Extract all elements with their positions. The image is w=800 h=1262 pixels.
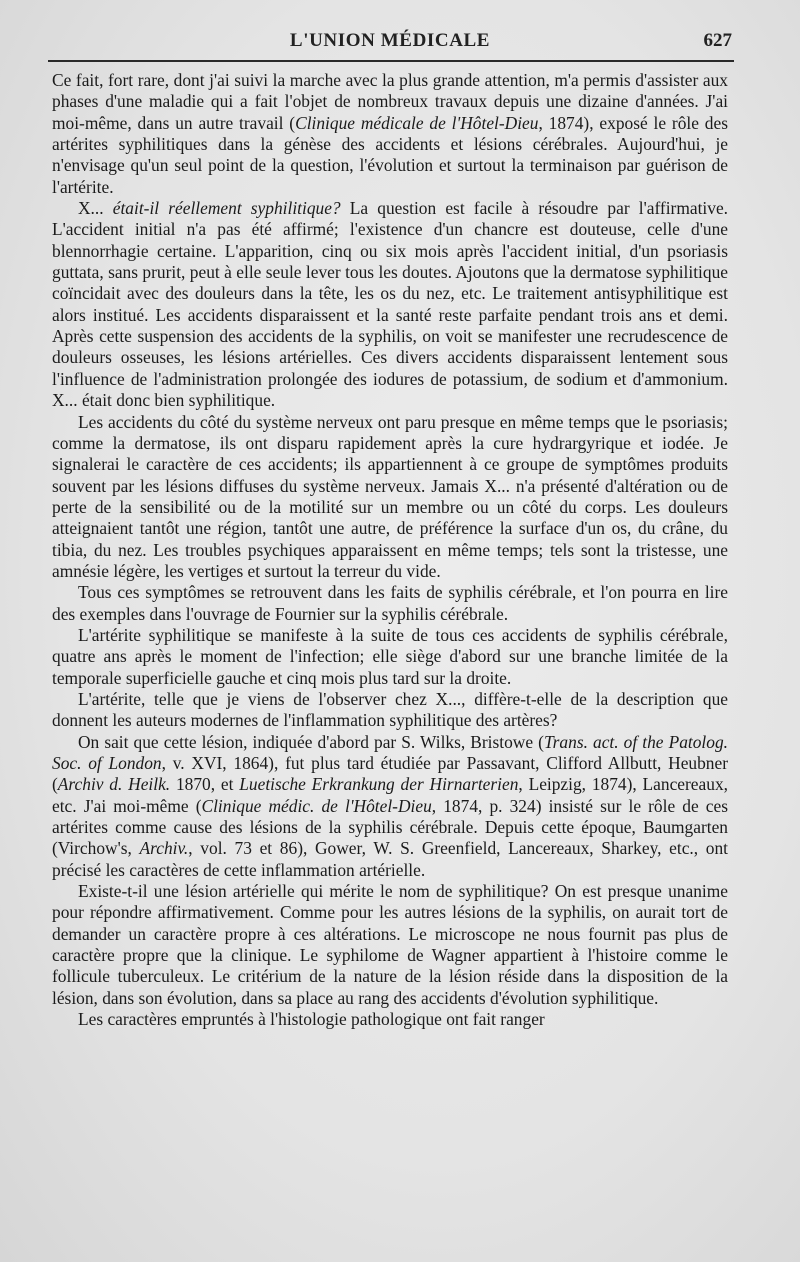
paragraph <box>52 412 728 583</box>
text-run: Les accidents du côté du système nerveux ont paru presque en même temps que le psoriasis; comme la dermatose, ils ont disparu rapidement après la cure hydrargyrique et iodée. Je signalerai le caractère de ces accidents; ils appartiennent à ce groupe de symptômes produits souvent par les lésions diffuses du système nerveux. Jamais X... n'a présenté d'altération ou de perte de la sensibilité ou de la motilité sur un membre ou un côté du corps. Les douleurs atteignaient tantôt une région, tantôt une autre, de préférence la surface d'un os, du crâne, du tibia, du nez. Les troubles psychiques apparaissent en même temps; tels sont la tristesse, une amnésie légère, les vertiges et surtout la terreur du vide. <box>52 411 728 581</box>
text-run: L'artérite, telle que je viens de l'observer chez X..., diffère-t-elle de la description que donnent les auteurs modernes de l'inflammation syphilitique des artères? <box>52 688 728 731</box>
header-rule <box>48 60 734 62</box>
paragraph <box>52 70 728 198</box>
text-run: , 1874, p. 324) insisté sur le rôle de ces artérites comme cause des lésions de la syphilis cérébrale. Depuis cette époque, Baumgarten (Virchow's, <box>52 795 728 859</box>
text-run: , vol. 73 et 86), Gower, W. S. Greenfield, Lancereaux, Sharkey, etc., ont précisé les caractères de cette inflammation artérielle. <box>52 838 728 880</box>
text-run: On sait que cette lésion, indiquée d'abord par S. Wilks, Bristowe ( <box>78 731 544 752</box>
text-run: Existe-t-il une lésion artérielle qui mérite le nom de syphilitique? On est presque unanime pour répondre affirmativement. Comme pour les autres lésions de la syphilis, on aurait tort de demander un caractère propre à ces altérations. Le microscope ne nous fournit pas plus de caractère propre que la clinique. Le syphilome de Wagner appartient à l'histoire comme le follicule tuberculeux. Le critérium de la nature de la lésion réside dans la disposition de la lésion, dans son évolution, dans sa place au rang des accidents d'évolution syphilitique. <box>52 881 728 1008</box>
paragraph <box>52 689 728 732</box>
paragraph <box>52 881 728 1009</box>
italic-citation: Clinique médicale de l'Hôtel-Dieu <box>295 112 539 133</box>
text-run: , 1874), exposé le rôle des artérites syphilitiques dans la génèse des accidents et lésions cérébrales. Aujourd'hui, je n'envisage qu'un seul point de la question, l'évolution et surtout la terminaison par guérison de l'artérite. <box>52 112 728 197</box>
article-body <box>52 70 728 1030</box>
paragraph <box>52 198 728 411</box>
text-run: X... <box>78 198 113 219</box>
italic-citation: Luetische Erkrankung der Hirnarterien <box>239 774 519 795</box>
italic-citation: Clinique médic. de l'Hôtel-Dieu <box>201 795 432 816</box>
text-run: , Leipzig, 1874), Lancereaux, etc. J'ai moi-même ( <box>52 774 728 816</box>
text-run: Tous ces symptômes se retrouvent dans les faits de syphilis cérébrale, et l'on pourra en lire des exemples dans l'ouvrage de Fournier sur la syphilis cérébrale. <box>52 582 728 624</box>
text-run: L'artérite syphilitique se manifeste à la suite de tous ces accidents de syphilis cérébrale, quatre ans après le moment de l'infection; elle siège d'abord sur une branche limitée de la temporale superficielle gauche et cinq mois plus tard sur la droite. <box>52 624 728 688</box>
text-run: , v. XVI, 1864), fut plus tard étudiée par Passavant, Clifford Allbutt, Heubner ( <box>52 753 729 795</box>
italic-citation: Trans. act. of the Patolog. Soc. of London <box>52 731 728 773</box>
text-run: Les caractères empruntés à l'histologie pathologique ont fait ranger <box>78 1009 545 1030</box>
text-run: La question est facile à résoudre par l'affirmative. L'accident initial n'a pas été affirmé; l'existence d'un chancre est douteuse, celle d'une blennorrhagie certaine. L'apparition, cinq ou six mois après l'accident initial, d'un psoriasis guttata, sans prurit, peut à elle seule lever tous les doutes. Ajoutons que la dermatose syphilitique coïncidait avec des douleurs dans la tête, les os du nez, etc. Le traitement antisyphilitique est alors institué. Les accidents disparaissent et la santé reste parfaite pendant trois ans et demi. Après cette suspension des accidents de la syphilis, on voit se manifester une recrudescence de douleurs osseuses, les lésions artérielles. Ces divers accidents disparaissent lentement sous l'influence de l'administration prolongée des iodures de potassium, de sodium et d'ammonium. X... était donc bien syphilitique. <box>52 198 729 411</box>
journal-title: L'UNION MÉDICALE <box>289 30 491 51</box>
paragraph <box>52 582 728 625</box>
running-header <box>52 30 732 56</box>
italic-citation: était-il réellement syphilitique? <box>112 198 341 219</box>
page-number: 627 <box>703 30 732 51</box>
italic-citation: Archiv. <box>139 838 189 859</box>
paragraph <box>52 732 728 881</box>
paragraph <box>52 625 728 689</box>
text-run: Ce fait, fort rare, dont j'ai suivi la marche avec la plus grande attention, m'a permis d'assister aux phases d'une maladie qui a fait l'objet de nombreux travaux depuis une dizaine d'années. J'ai moi-même, dans un autre travail ( <box>52 70 728 133</box>
italic-citation: Archiv d. Heilk. <box>57 774 171 795</box>
paragraph <box>52 1009 728 1030</box>
text-run: 1870, et <box>170 774 240 795</box>
